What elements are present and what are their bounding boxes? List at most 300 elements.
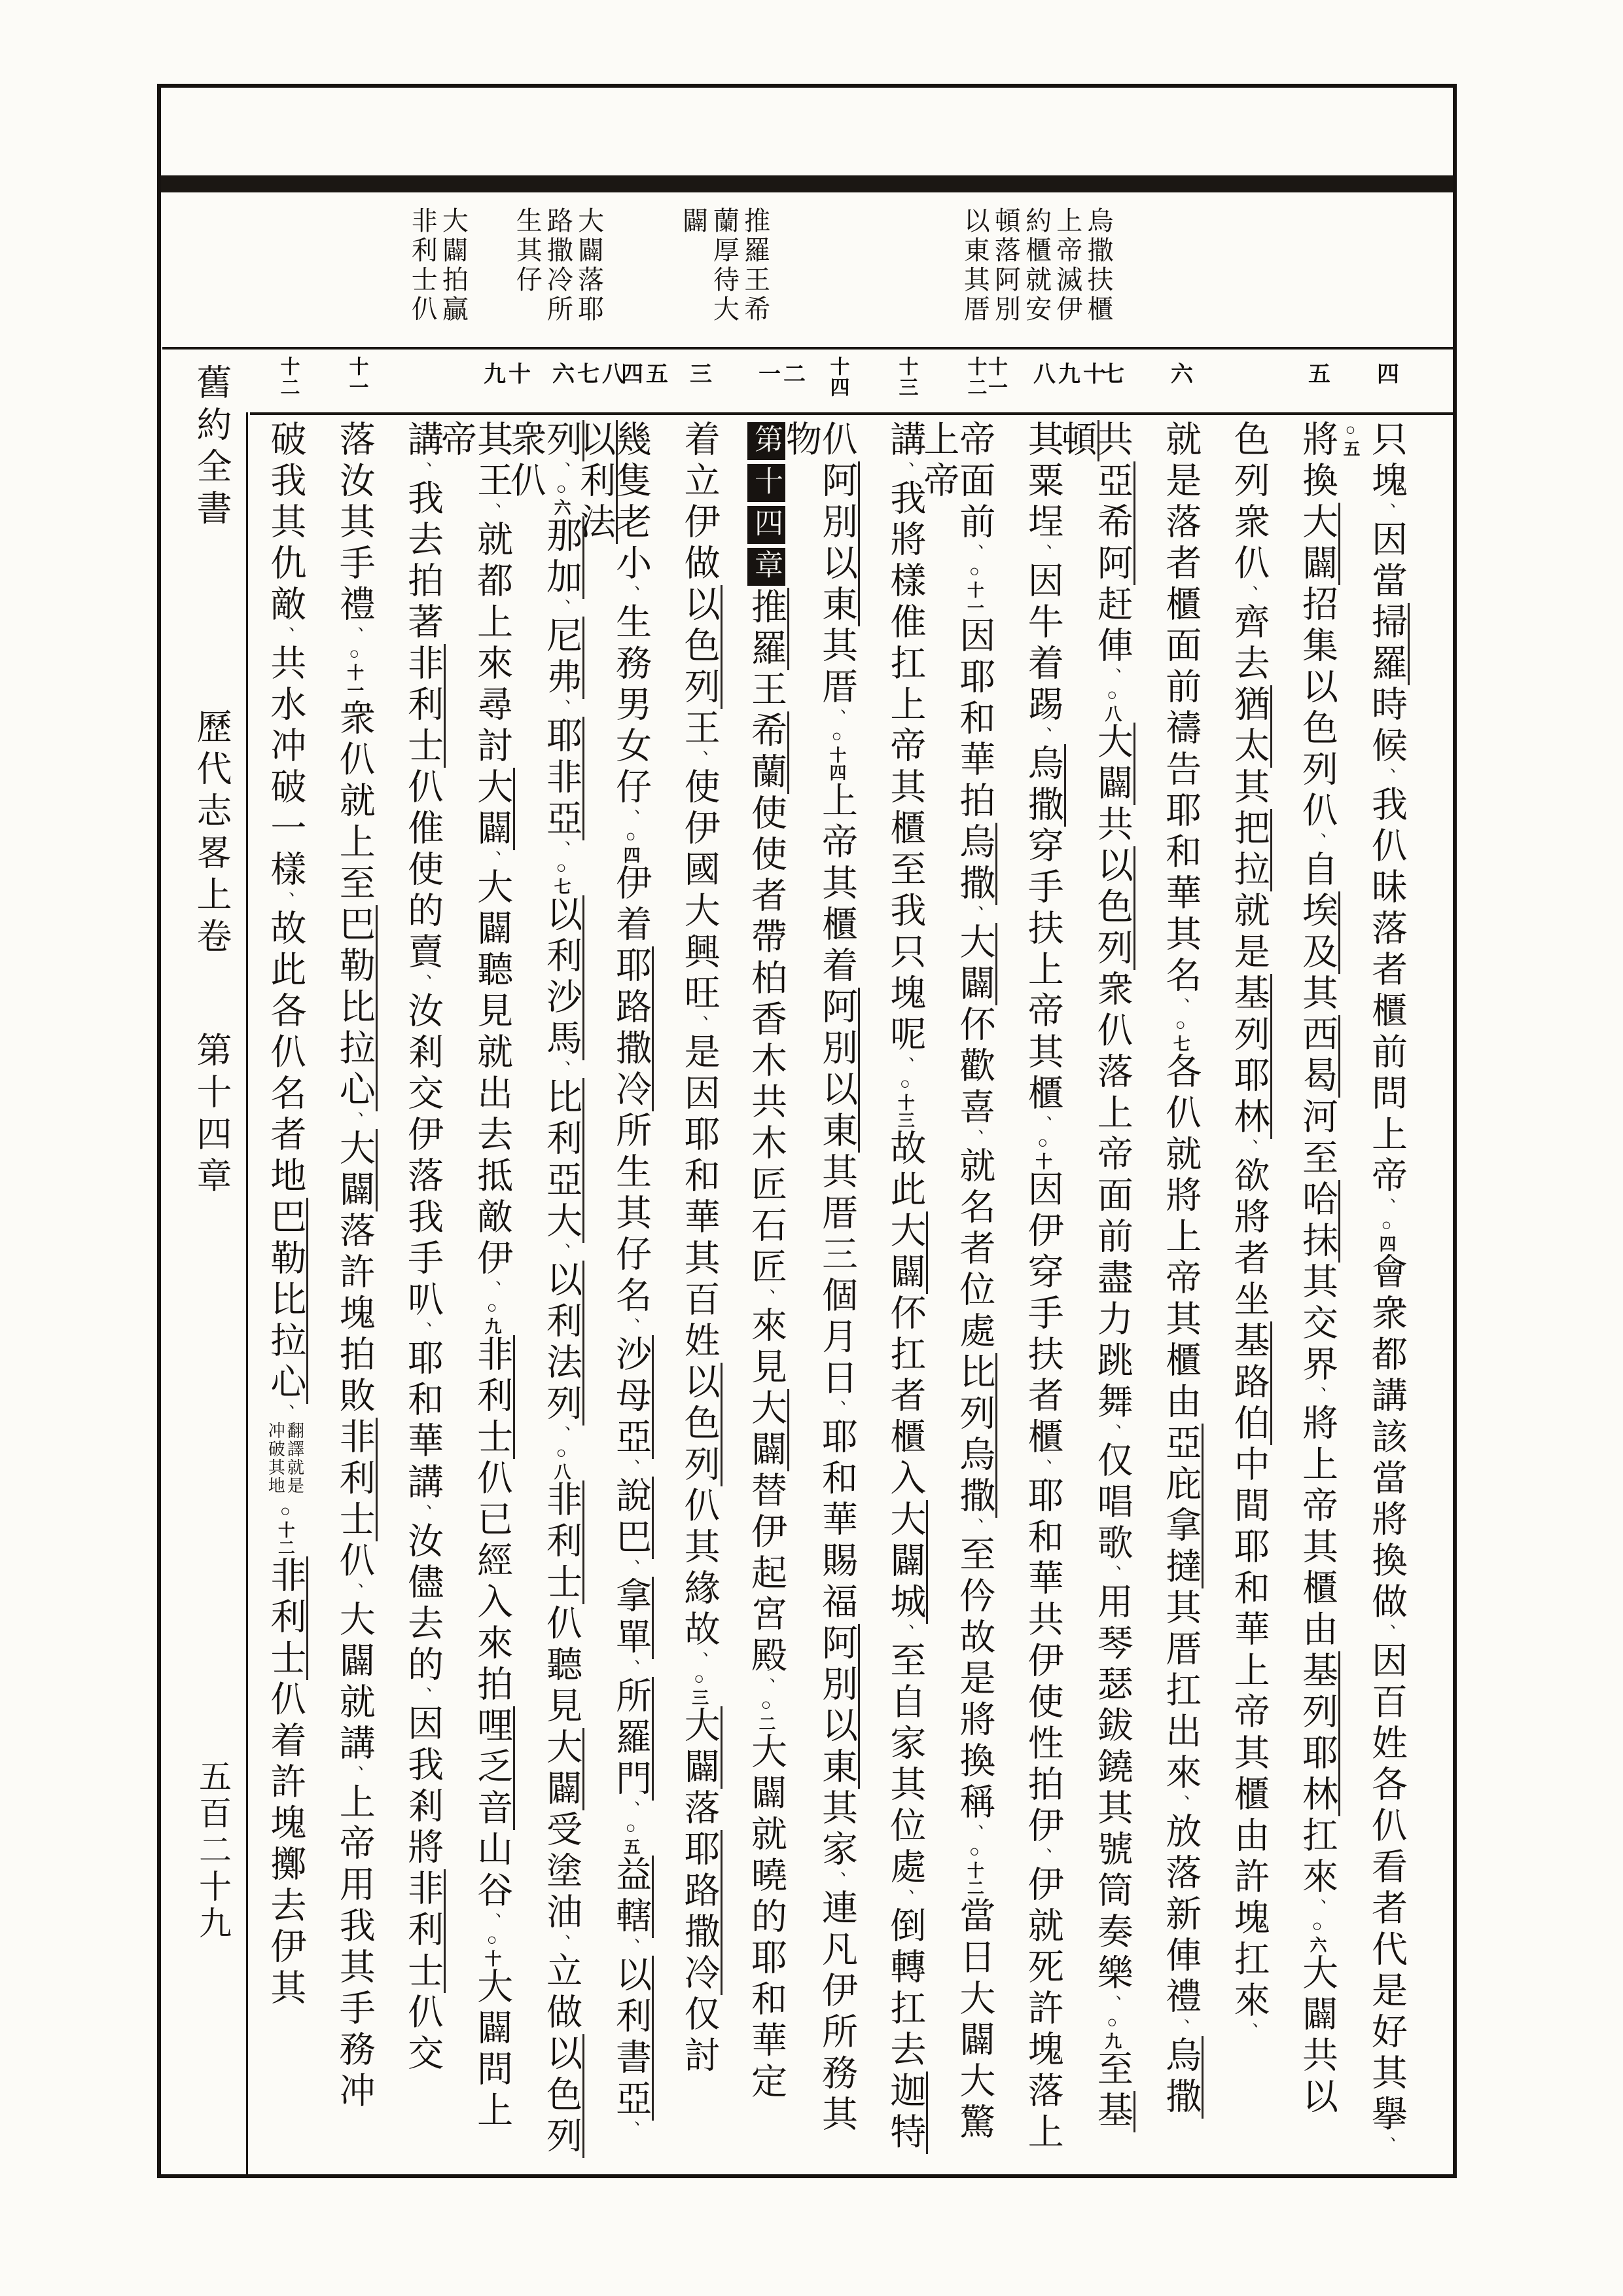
text-char: 處 (954, 1312, 995, 1353)
punctuation-mark: 、 (552, 840, 571, 858)
proper-name-char: 列 (1229, 1015, 1272, 1056)
proper-name-char: 大 (679, 1706, 722, 1748)
punctuation-mark: 、 (827, 1871, 846, 1889)
text-char: 至 (1297, 1139, 1337, 1180)
text-char: 上 (472, 2091, 512, 2132)
proper-name-char: 勒 (265, 1239, 308, 1280)
text-char: 由 (1160, 1382, 1201, 1424)
proper-name-char: 掃 (1366, 603, 1410, 644)
text-char: 我 (885, 479, 925, 520)
text-char: 闢 (472, 2009, 512, 2050)
text-char: 仈 (1160, 1094, 1201, 1135)
text-char: 討 (472, 726, 512, 768)
text-char: 許 (265, 1763, 306, 1804)
proper-name-char: 林 (1297, 1775, 1340, 1816)
text-char: 拍 (402, 562, 443, 603)
punctuation-mark: 、 (965, 905, 984, 923)
text-char: 名 (265, 1074, 306, 1115)
proper-name-char: 非 (541, 1480, 584, 1522)
proper-name-char: 書 (611, 2038, 654, 2079)
text-char: 聽 (472, 950, 512, 992)
text-char: 其 (265, 503, 306, 544)
text-char: 是 (1160, 461, 1201, 503)
text-char: 務 (334, 2030, 374, 2072)
verse-number: 十四 (827, 356, 849, 398)
proper-name-char: 烏 (1160, 2036, 1204, 2077)
text-char: 厝 (816, 668, 857, 709)
punctuation-mark: 、 (1377, 503, 1396, 520)
verse-number: 十一十二 (964, 356, 1007, 398)
text-char: 倠 (885, 603, 925, 644)
text-char: 剎 (402, 1033, 443, 1074)
text-char: 男 (611, 685, 651, 726)
text-char: 共 (265, 644, 306, 685)
proper-name-char: 利 (265, 1598, 308, 1639)
text-char: 物 (780, 420, 821, 461)
text-char: 華 (1160, 874, 1201, 915)
text-char: 塗 (541, 1852, 582, 1893)
text-char: 其 (885, 1765, 925, 1806)
text-column (677, 420, 717, 2164)
inline-verse-marker: ○二 (756, 1695, 776, 1732)
inline-verse-marker: ○六 (1308, 1916, 1327, 1954)
proper-name-char: 阿 (1092, 544, 1135, 585)
text-char: 鈸 (1092, 1706, 1132, 1748)
text-char: 來 (1228, 1981, 1269, 2022)
text-char: 間 (1228, 1486, 1269, 1528)
text-char: 和 (1160, 833, 1201, 874)
text-char: 將 (885, 520, 925, 562)
punctuation-mark: 、 (827, 709, 846, 726)
text-char: 來 (1160, 1753, 1201, 1795)
proper-name-char: 音 (472, 1789, 515, 1830)
proper-name-char: 馬 (541, 1019, 584, 1060)
proper-name-char: 烏 (1023, 744, 1066, 785)
proper-name-char: 益 (611, 1856, 654, 1897)
text-char: 所 (611, 1111, 651, 1153)
punctuation-mark: 、 (621, 2121, 641, 2138)
text-char: 華 (402, 1422, 443, 1463)
text-char: 仈 (334, 740, 374, 781)
text-char: 都 (472, 562, 512, 603)
punctuation-mark: 、 (552, 1060, 571, 1078)
text-char: 和 (402, 1380, 443, 1422)
text-char: 仈 (541, 1604, 582, 1645)
header-summary: 大闢落耶路撒冷所生其仔 (512, 207, 604, 325)
proper-name-char: 利 (541, 937, 584, 978)
text-char: 生 (611, 603, 651, 644)
text-char: 出 (1160, 1712, 1201, 1753)
text-char: 見 (472, 992, 512, 1033)
text-char: 新 (1160, 1895, 1201, 1936)
proper-name-char: 士 (334, 1500, 378, 1541)
text-char: 自 (885, 1683, 925, 1724)
text-char: 名 (611, 1276, 651, 1318)
header-summary: 推羅王希蘭厚待大闢 (679, 207, 770, 325)
text-char: 汝 (402, 992, 443, 1033)
text-char: 其 (816, 2095, 857, 2136)
text-column (401, 420, 443, 2164)
proper-name-char: 那 (541, 516, 584, 558)
proper-name-char: 沙 (541, 978, 584, 1019)
text-char: 伊 (816, 1971, 857, 2013)
proper-name-char: 抹 (1297, 1221, 1340, 1263)
proper-name-char: 基 (1297, 1651, 1340, 1693)
proper-name-char: 基 (1092, 2091, 1135, 2132)
punctuation-mark: 、 (1239, 585, 1258, 603)
punctuation-mark: 、 (1033, 1459, 1052, 1477)
text-char: 扛 (1297, 1816, 1337, 1857)
text-char: 該 (1366, 1418, 1406, 1459)
inline-verse-marker: ○九 (1102, 2013, 1122, 2050)
text-char: 面 (954, 461, 995, 503)
text-char: 上 (1297, 1445, 1337, 1486)
text-char: 生 (611, 1153, 651, 1194)
proper-name-char: 庇 (1160, 1465, 1204, 1506)
text-char: 賜 (816, 1541, 857, 1583)
proper-name-char: 大 (541, 1728, 584, 1769)
text-char: 冲 (334, 2072, 374, 2113)
text-char: 仔 (611, 1235, 651, 1276)
text-char: 將 (1297, 1404, 1337, 1445)
proper-name-char: 士 (402, 726, 446, 768)
text-char: 者 (745, 876, 786, 918)
text-char: 換 (954, 1742, 995, 1783)
text-char: 大 (334, 1600, 374, 1641)
proper-name-char: 以 (541, 895, 584, 937)
text-column (332, 420, 372, 2164)
text-char: 用 (334, 1865, 374, 1907)
text-char: 帝 (1022, 992, 1063, 1033)
text-char: 將 (1228, 1198, 1269, 1239)
text-char: 轉 (885, 1948, 925, 1989)
proper-name-char: 巴 (265, 1198, 308, 1239)
text-char: 賣 (402, 933, 443, 974)
proper-name-char: 耶 (1297, 1734, 1340, 1775)
proper-name-char: 路 (1229, 1363, 1272, 1404)
text-char: 各 (265, 992, 306, 1033)
text-char: 石 (745, 1206, 786, 1247)
text-char: 是 (1366, 1971, 1406, 2013)
text-column (1159, 420, 1201, 2164)
text-char: 此 (265, 950, 306, 992)
text-char: 其 (1092, 1789, 1132, 1830)
proper-name-char: 基 (1229, 974, 1272, 1015)
text-char: 大 (954, 1979, 995, 2020)
text-char: 粟 (1022, 461, 1063, 503)
text-char: 當 (954, 1897, 995, 1938)
text-char: 汝 (334, 461, 374, 503)
text-char: 伊 (679, 503, 719, 544)
text-char: 性 (1022, 1724, 1063, 1765)
text-char: 看 (1366, 1848, 1406, 1889)
text-char: 和 (954, 699, 995, 740)
proper-name-char: 亞 (1092, 461, 1135, 503)
text-char: 仈 (1092, 1011, 1132, 1052)
proper-name-char: 路 (611, 988, 654, 1029)
proper-name-char: 士 (472, 1418, 515, 1459)
text-char: 上 (1092, 1094, 1132, 1135)
text-char: 因 (954, 617, 995, 658)
proper-name-char: 闢 (679, 1748, 722, 1789)
text-char: 許 (334, 1253, 374, 1294)
text-char: 大 (679, 891, 719, 933)
text-char: 奏 (1092, 1912, 1132, 1954)
proper-name-char: 羅 (746, 629, 789, 670)
proper-name-char: 巴 (611, 1518, 654, 1559)
text-char: 我 (1366, 785, 1406, 827)
text-char: 月 (816, 1318, 857, 1359)
chapter-heading-box: 十 (747, 464, 785, 502)
proper-name-char: 闢 (885, 1541, 928, 1583)
text-char: 禮 (1160, 1977, 1201, 2018)
text-char: 其 (816, 1789, 857, 1830)
punctuation-mark: 、 (1239, 2022, 1258, 2040)
text-char: 赶 (1092, 585, 1132, 626)
proper-name-char: 說 (611, 1477, 654, 1518)
punctuation-mark: 、 (621, 1938, 641, 1956)
text-char: 帝 (954, 420, 995, 461)
verse-number: 六七八 (552, 363, 627, 387)
text-char: 華 (745, 2021, 786, 2062)
proper-name-char: 非 (402, 644, 446, 685)
text-char: 的 (402, 1645, 443, 1687)
punctuation-mark: 、 (482, 850, 502, 868)
text-char: 換 (1297, 461, 1337, 503)
text-char: 櫃 (1022, 1074, 1063, 1115)
text-char: 我 (334, 1907, 374, 1948)
text-char: 櫃 (1160, 585, 1201, 626)
text-char: 好 (1366, 2013, 1406, 2054)
proper-name-char: 阿 (817, 461, 860, 503)
proper-name-char: 及 (1297, 933, 1340, 974)
text-char: 就 (1022, 1907, 1063, 1948)
proper-name-char: 拿 (611, 1577, 654, 1618)
text-column (746, 420, 785, 2164)
text-char: 敵 (265, 585, 306, 626)
text-char: 華 (954, 740, 995, 781)
text-char: 以 (1297, 2077, 1337, 2119)
text-char: 凡 (816, 1930, 857, 1971)
text-char: 落 (402, 1157, 443, 1198)
text-char: 所 (816, 2013, 857, 2054)
proper-name-char: 利 (472, 1376, 515, 1418)
text-char: 帝 (1092, 1135, 1132, 1176)
text-char: 將 (954, 1700, 995, 1742)
proper-name-char: 哩 (472, 1706, 515, 1748)
text-char: 使 (745, 835, 786, 876)
text-char: 着 (679, 420, 719, 461)
proper-name-char: 亞 (611, 2079, 654, 2121)
text-char: 落 (679, 1789, 719, 1830)
section-title: 歷代志畧上卷 (192, 708, 231, 960)
text-char: 宮 (745, 1595, 786, 1636)
text-char: 殿 (745, 1636, 786, 1677)
text-char: 仈 (1366, 827, 1406, 868)
text-char: 和 (679, 1157, 719, 1198)
text-char: 坐 (1228, 1280, 1269, 1321)
proper-name-char: 士 (265, 1639, 308, 1680)
text-char: 仇 (265, 544, 306, 585)
punctuation-mark: 、 (621, 1801, 641, 1818)
proper-name-char: 撒 (679, 1912, 722, 1954)
text-char: 我 (885, 891, 925, 933)
text-char: 告 (1160, 750, 1201, 791)
proper-name-char: 羅 (611, 1718, 654, 1759)
proper-name-char: 林 (1229, 1098, 1272, 1139)
punctuation-mark: 、 (965, 544, 984, 562)
text-char: 櫃 (885, 1418, 925, 1459)
punctuation-mark: 、 (413, 1321, 433, 1339)
text-char: 面 (1160, 626, 1201, 668)
proper-name-char: 以 (611, 1956, 654, 1997)
proper-name-char: 以 (817, 1070, 860, 1111)
text-char: 手 (334, 1989, 374, 2030)
text-char: 呢 (885, 1015, 925, 1056)
text-char: 上 (334, 1783, 374, 1824)
text-char: 的 (402, 891, 443, 933)
text-char: 交 (1297, 1304, 1337, 1345)
text-char: 講 (402, 420, 443, 461)
text-char: 換 (1366, 1541, 1406, 1583)
proper-name-char: 大 (541, 1202, 584, 1243)
text-char: 仱 (954, 1577, 995, 1618)
text-char: 闢 (1297, 1995, 1337, 2036)
punctuation-mark: 、 (276, 626, 295, 644)
punctuation-mark: 、 (621, 1459, 641, 1477)
proper-name-char: 亞 (541, 1160, 584, 1202)
text-char: 就 (745, 1815, 786, 1856)
text-char: 舞 (1092, 1382, 1132, 1424)
text-char: 衆 (1366, 1294, 1406, 1335)
proper-name-char: 乏 (472, 1748, 515, 1789)
text-column (1227, 420, 1269, 2164)
chapter-heading-box: 第 (747, 422, 785, 460)
text-char: 櫃 (1366, 992, 1406, 1033)
proper-name-char: 別 (817, 1665, 860, 1706)
punctuation-mark: 、 (552, 1243, 571, 1261)
text-char: 者 (1228, 1239, 1269, 1280)
proper-name-char: 曷 (1297, 1056, 1340, 1098)
proper-name-char: 闢 (1297, 544, 1340, 585)
text-char: 當 (1366, 1459, 1406, 1500)
text-char: 禮 (334, 585, 374, 626)
text-char: 穿 (1022, 1253, 1063, 1294)
verse-number: 十二 (277, 356, 299, 398)
inline-verse-marker: ○十一 (344, 644, 364, 699)
text-char: 歌 (1092, 1524, 1132, 1565)
proper-name-char: 闢 (954, 964, 997, 1005)
punctuation-mark: 、 (552, 1934, 571, 1952)
text-char: 昧 (1366, 868, 1406, 909)
text-char: 耶 (402, 1339, 443, 1380)
text-char: 仈 (402, 1993, 443, 2034)
text-char: 華 (816, 1500, 857, 1541)
verse-number: 一二 (758, 363, 808, 387)
proper-name-char: 猶 (1229, 685, 1272, 726)
text-char: 名 (954, 1188, 995, 1229)
text-char: 號 (1092, 1830, 1132, 1871)
text-char: 谷 (472, 1871, 512, 1912)
text-char: 來 (472, 644, 512, 685)
proper-name-char: 路 (679, 1871, 722, 1912)
text-char: 山 (472, 1830, 512, 1871)
punctuation-mark: 、 (1102, 1424, 1122, 1441)
proper-name-char: 哈 (1297, 1180, 1340, 1221)
text-char: 經 (472, 1541, 512, 1583)
text-column (505, 420, 582, 2164)
punctuation-mark: 、 (413, 1687, 433, 1704)
proper-name-char: 東 (817, 585, 860, 626)
punctuation-mark: 、 (482, 503, 502, 520)
proper-name-char: 色 (679, 626, 722, 668)
text-char: 耶 (1160, 791, 1201, 833)
proper-name-char: 撒 (1023, 785, 1066, 827)
punctuation-mark: 、 (1102, 1995, 1122, 2013)
text-char: 大 (472, 868, 512, 909)
proper-name-char: 非 (265, 1556, 308, 1598)
text-char: 仈 (679, 1486, 719, 1528)
inline-verse-marker: ○七 (1171, 1015, 1190, 1052)
proper-name-char: 士 (541, 1563, 584, 1604)
text-char: 是 (1228, 933, 1269, 974)
text-char: 拍 (954, 781, 995, 823)
text-column (883, 420, 923, 2164)
text-char: 其 (1297, 974, 1337, 1015)
text-char: 華 (679, 1198, 719, 1239)
text-char: 伊 (265, 1928, 306, 1969)
text-char: 汝 (402, 1522, 443, 1563)
punctuation-mark: 、 (1377, 768, 1396, 785)
text-char: 筒 (1092, 1871, 1132, 1912)
proper-name-char: 法 (541, 1343, 584, 1384)
punctuation-mark: 、 (1377, 2136, 1396, 2154)
inline-verse-marker: ○十 (482, 1930, 502, 1967)
text-char: 大 (1297, 1954, 1337, 1995)
proper-name-char: 勒 (334, 946, 378, 988)
text-char: 其 (334, 503, 374, 544)
text-char: 帝 (334, 1824, 374, 1865)
verse-number: 七 (1102, 363, 1127, 387)
punctuation-mark: 、 (344, 1583, 364, 1600)
punctuation-mark: 、 (1102, 668, 1122, 685)
book-title: 舊約全書 (192, 364, 231, 531)
text-char: 旺 (679, 974, 719, 1015)
text-char: 交 (402, 2034, 443, 2075)
proper-name-char: 特 (885, 2113, 928, 2154)
text-char: 上 (1022, 950, 1063, 992)
punctuation-mark: 、 (895, 1056, 915, 1074)
text-char: 由 (1297, 1610, 1337, 1651)
text-char: 百 (1366, 1683, 1406, 1724)
inline-verse-marker: ○十四 (827, 726, 846, 781)
proper-name-char: 心 (265, 1363, 308, 1404)
text-char: 老 (611, 503, 651, 544)
text-char: 去 (1228, 644, 1269, 685)
text-char: 候 (1366, 726, 1406, 768)
text-char: 樂 (1092, 1954, 1132, 1995)
text-char: 問 (1366, 1074, 1406, 1115)
text-char: 使 (679, 768, 719, 809)
text-char: 伊 (611, 864, 651, 905)
text-char: 界 (1297, 1345, 1337, 1386)
proper-name-char: 利 (334, 1459, 378, 1500)
proper-name-char: 闢 (541, 1769, 584, 1810)
text-char: 破 (265, 768, 306, 809)
proper-name-char: 東 (817, 1748, 860, 1789)
text-char: 見 (745, 1348, 786, 1389)
text-char: 我 (265, 461, 306, 503)
